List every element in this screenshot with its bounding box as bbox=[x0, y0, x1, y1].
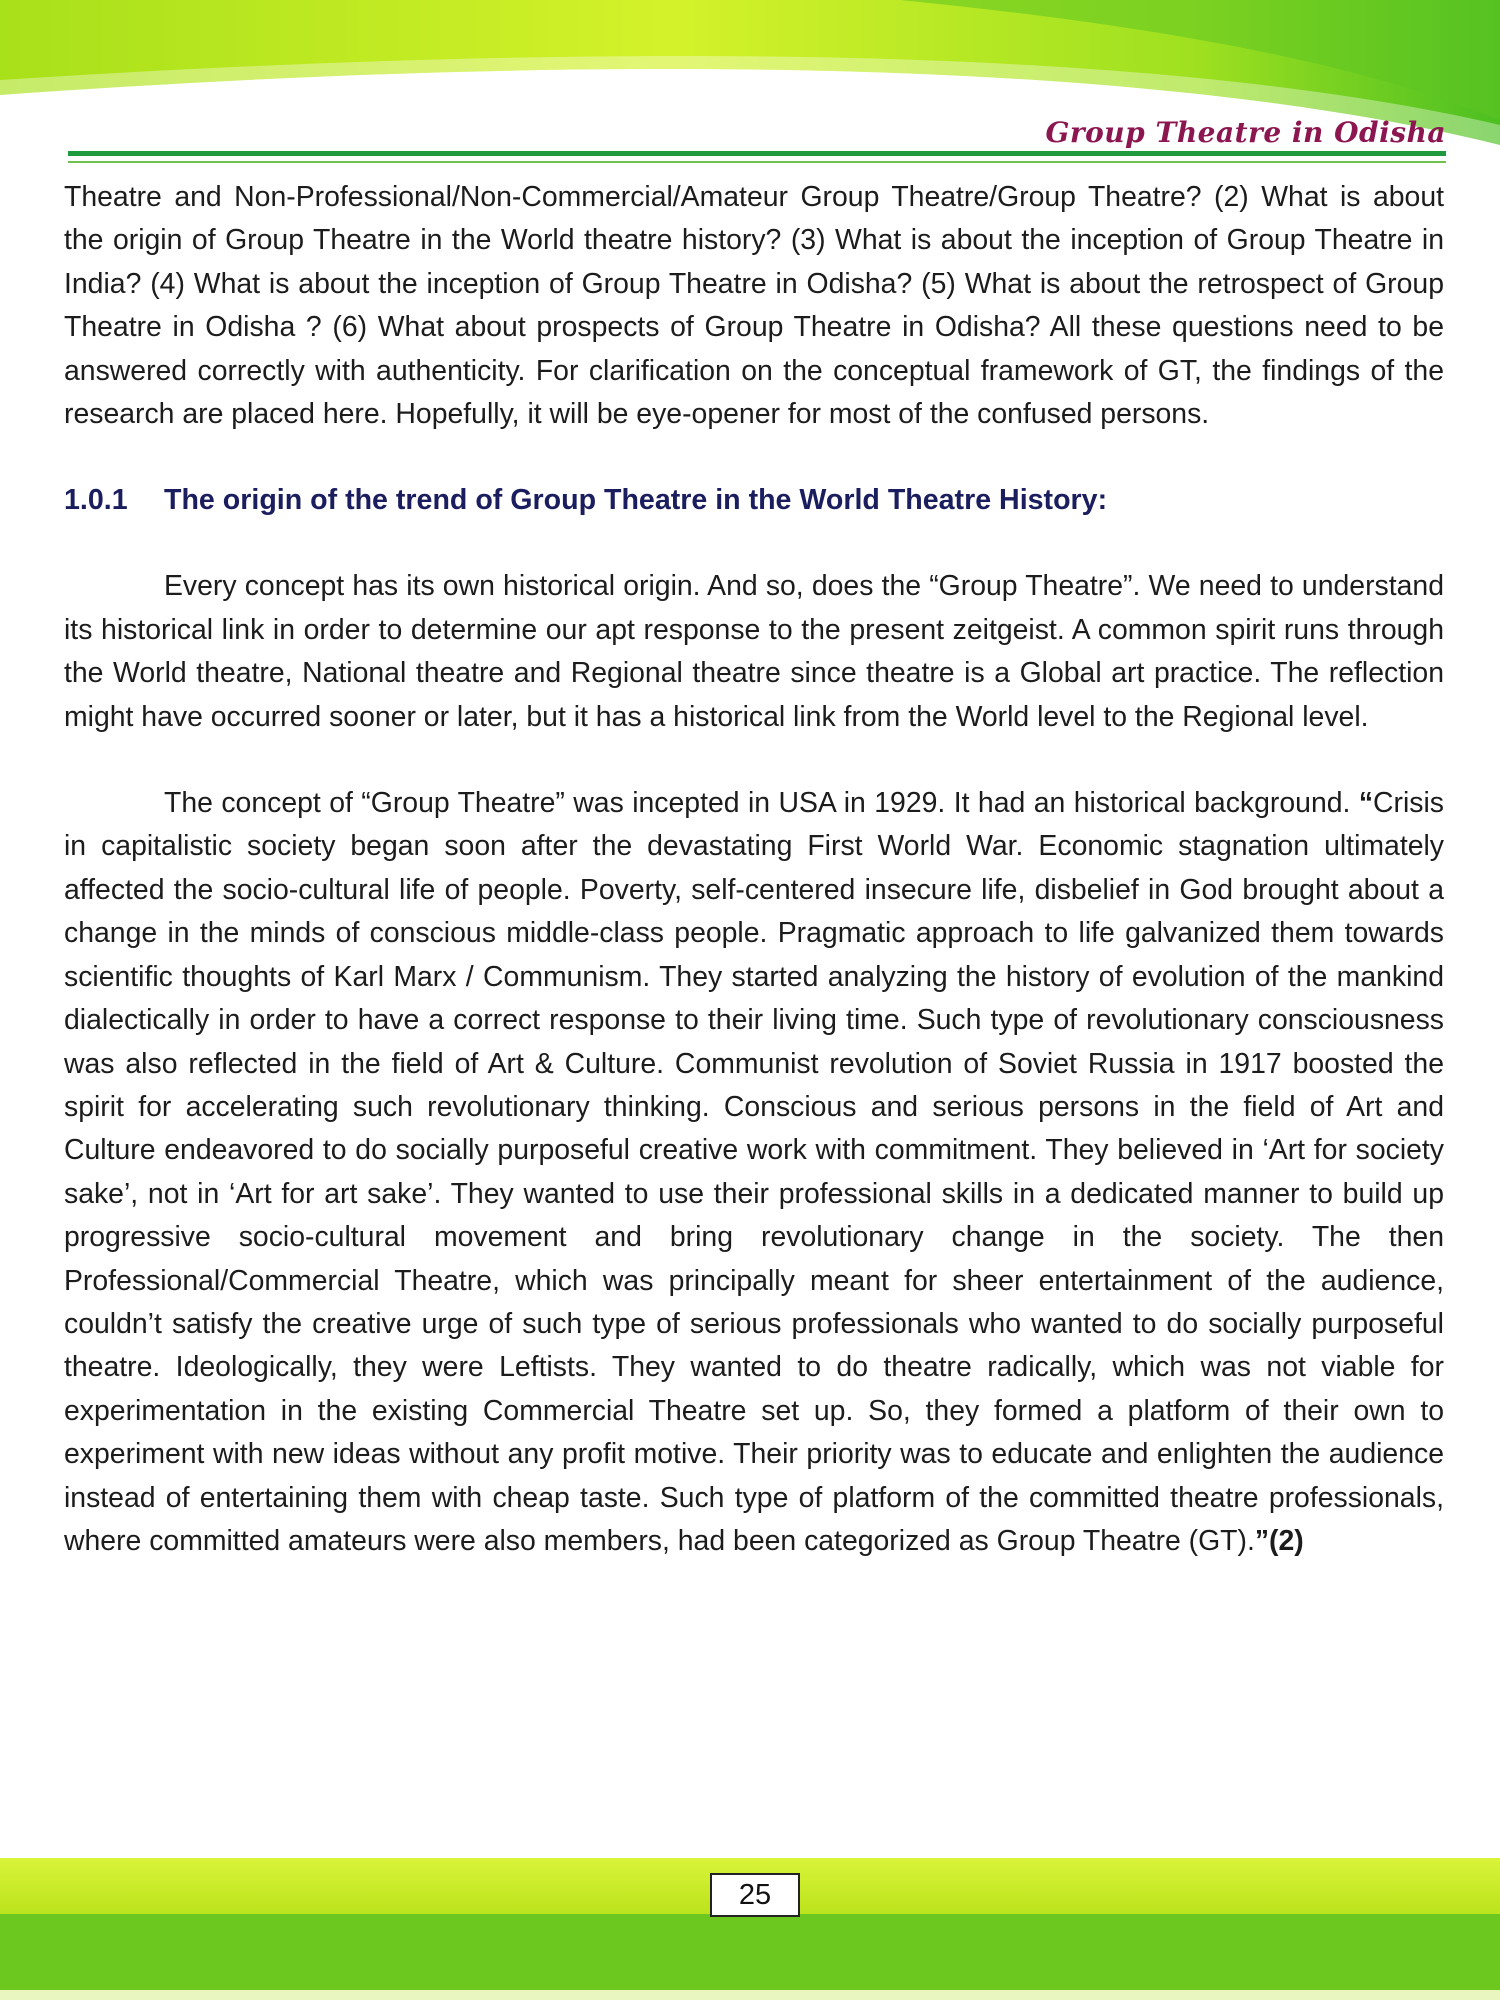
spacer bbox=[64, 739, 1444, 782]
spacer bbox=[64, 522, 1444, 565]
page-body bbox=[64, 176, 1444, 1563]
running-title: Group Theatre in Odisha bbox=[1045, 116, 1446, 149]
spacer bbox=[64, 436, 1444, 479]
section-number: 1.0.1 bbox=[64, 484, 128, 517]
paragraph-3-intro: The concept of “Group Theatre” was incepted in USA in 1929. It had an historical background. bbox=[164, 787, 1359, 820]
paragraph-1: Theatre and Non-Professional/Non-Commercial/Amateur Group Theatre/Group Theatre? (2) What is about the origin of Group Theatre in the World theatre history? (3) What is about the inception of Group Theatre in India? (4) What is about the inception of Group Theatre in Odisha? (5) What is about the retrospect of Group Theatre in Odisha ? (6) What about prospects of Group Theatre in Odisha? All these questions need to be answered correctly with authenticity. For clarification on the conceptual framework of GT, the findings of the research are placed here. Hopefully, it will be eye-opener for most of the confused persons. bbox=[64, 181, 1444, 431]
page-number: 25 bbox=[710, 1873, 800, 1917]
paragraph-2: Every concept has its own historical origin. And so, does the “Group Theatre”. We need to understand its historical link in order to determine our apt response to the present zeitgeist. A common spirit runs through the World theatre, National theatre and Regional theatre since theatre is a Global art practice. The reflection might have occurred sooner or later, but it has a historical link from the World level to the Regional level. bbox=[64, 570, 1444, 733]
header-rule bbox=[68, 151, 1446, 156]
citation-reference: ”(2) bbox=[1254, 1524, 1304, 1557]
paragraph-3 bbox=[64, 782, 1444, 1563]
quote-open-mark: “ bbox=[1358, 787, 1374, 820]
header-rule-secondary bbox=[68, 161, 1446, 163]
paragraph-3-quote: Crisis in capitalistic society began soon after the devastating First World War. Economic stagnation ultimately affected the socio-cultural life of people. Poverty, self-centered insecure life, disbelief in God brought about a change in the minds of conscious middle-class people. Pragmatic approach to life galvanized them towards scientific thoughts of Karl Marx / Communism. They started analyzing the history of evolution of the mankind dialectically in order to have a correct response to their living time. Such type of revolutionary consciousness was also reflected in the field of Art & Culture. Communist revolution of Soviet Russia in 1917 boosted the spirit for accelerating such revolutionary thinking. Conscious and serious persons in the field of Art and Culture endeavored to do socially purposeful creative work with commitment. They believed in ‘Art for society sake’, not in ‘Art for art sake’. They wanted to use their professional skills in a dedicated manner to build up progressive socio-cultural movement and bring revolutionary change in the society. The then Professional/Commercial Theatre, which was principally meant for sheer entertainment of the audience, couldn’t satisfy the creative urge of such type of serious professionals who wanted to do socially purposeful theatre. Ideologically, they were Leftists. They wanted to do theatre radically, which was not viable for experimentation in the existing Commercial Theatre set up. So, they formed a platform of their own to experiment with new ideas without any profit motive. Their priority was to educate and enlighten the audience instead of entertaining them with cheap taste. Such type of platform of the committed theatre professionals, where committed amateurs were also members, had been categorized as Group Theatre (GT). bbox=[64, 787, 1444, 1557]
section-heading bbox=[64, 479, 1444, 522]
section-title: The origin of the trend of Group Theatre in the World Theatre History: bbox=[164, 484, 1108, 517]
top-decorative-band bbox=[0, 0, 1500, 200]
